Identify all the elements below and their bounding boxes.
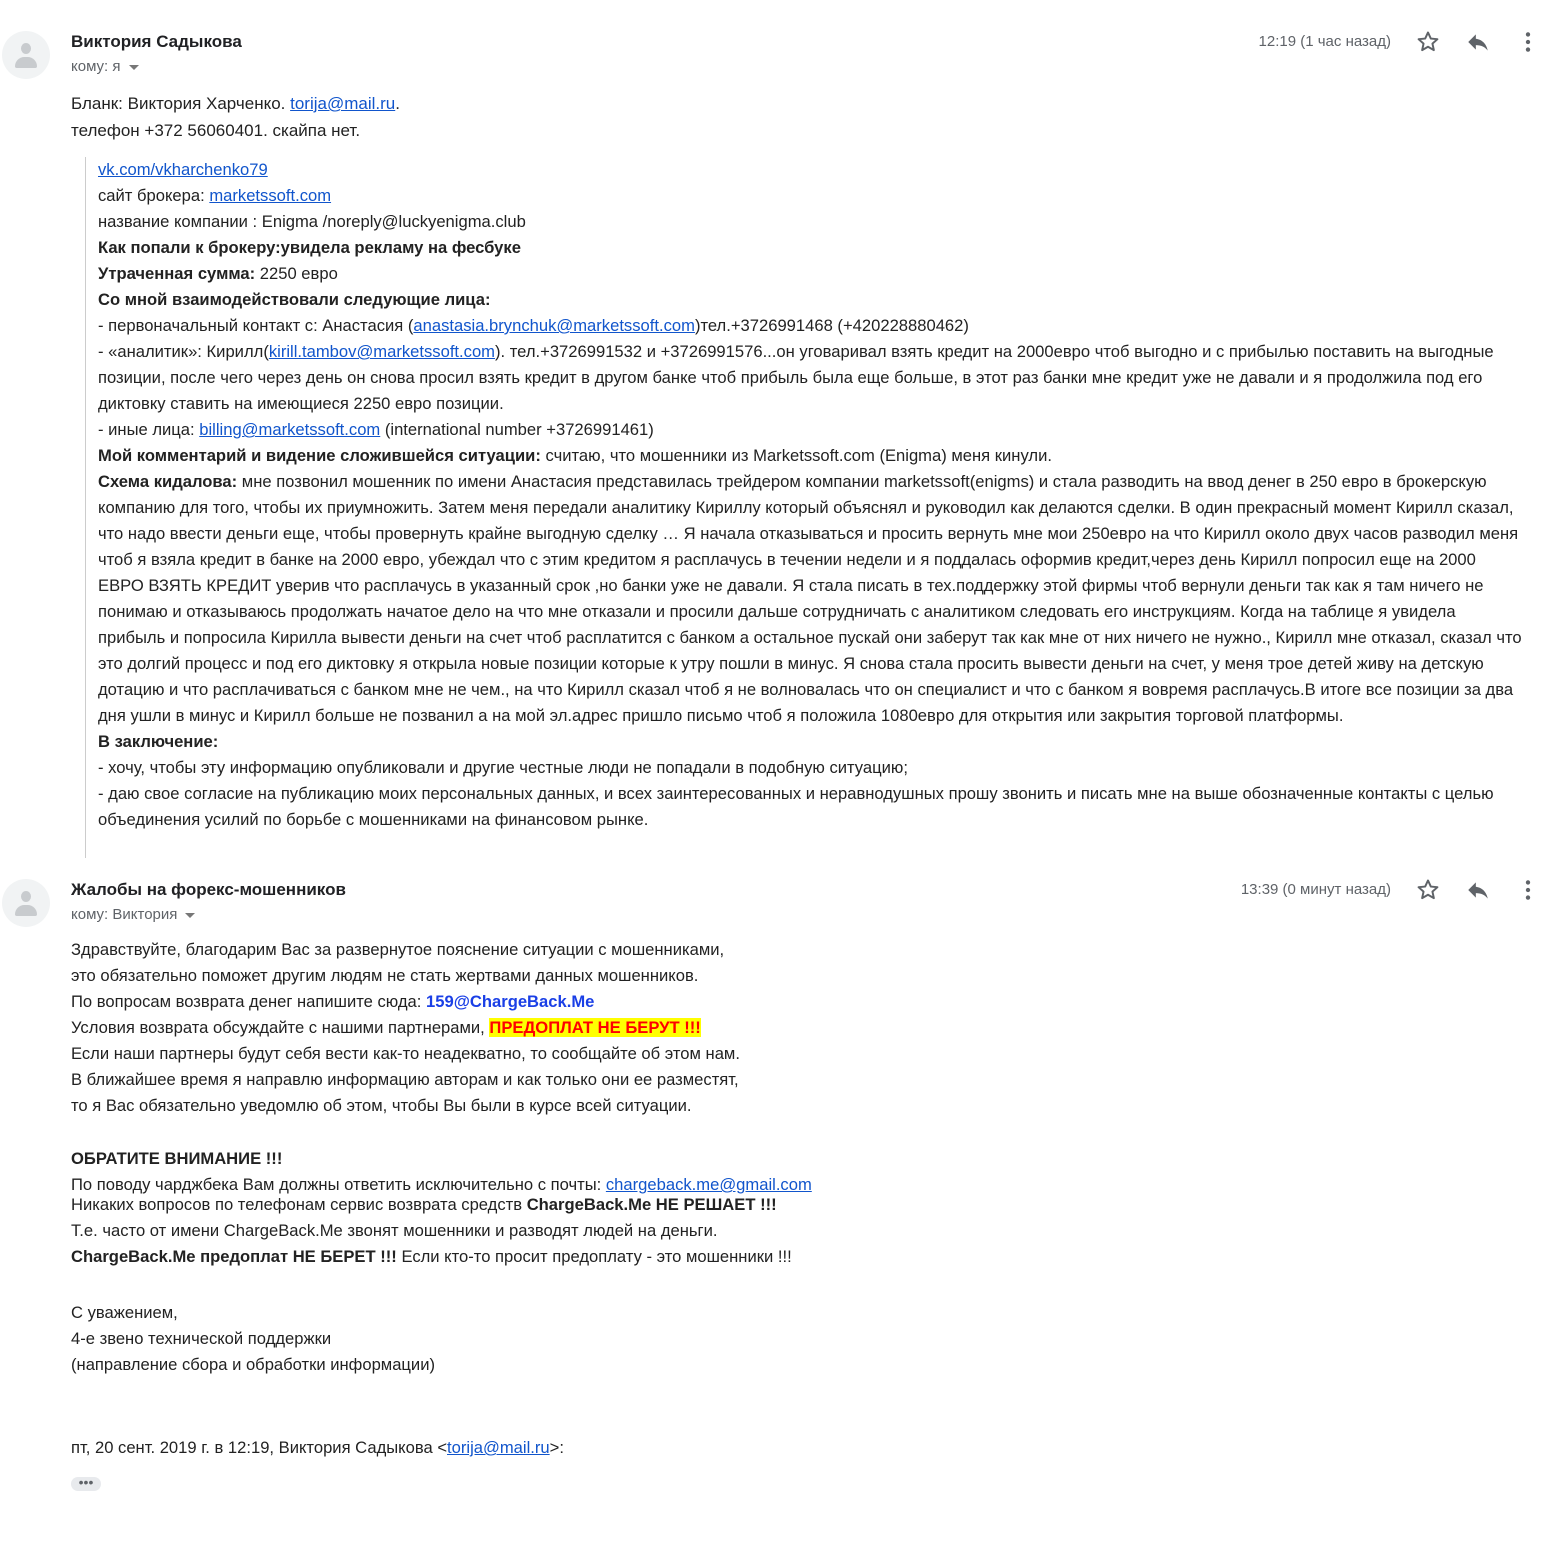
broker-site-label: сайт брокера: [98, 186, 210, 205]
chargeback-email[interactable]: 159@ChargeBack.Me [426, 992, 595, 1011]
email-link[interactable]: kirill.tambov@marketssoft.com [268, 342, 495, 361]
conclusion-item: - даю свое согласие на публикацию моих персональных данных, и всех заинтересованных и неравнодушных прошу звонить и писать мне на выше обозначенные контакты с целью объединения усилий по борьбе с мошенниками на финансовом рынке. [98, 784, 1494, 829]
person-text: (international number +3726991461) [380, 420, 654, 439]
recipient-details[interactable] [71, 58, 139, 75]
body-line: Здравствуйте, благодарим Вас за развернутое пояснение ситуации с мошенниками, [71, 940, 725, 959]
recipient-details[interactable] [71, 906, 195, 923]
signature-line: (направление сбора и обработки информации) [71, 1355, 436, 1374]
body-text: . [395, 94, 400, 113]
sender-name[interactable]: Виктория Садыкова [71, 32, 242, 51]
email-link[interactable]: torija@mail.ru [290, 94, 396, 113]
body-line: Если наши партнеры будут себя вести как-то неадекватно, то сообщайте об этом нам. [71, 1044, 740, 1063]
body-text: пт, 20 сент. 2019 г. в 12:19, Виктория Садыкова < [71, 1438, 448, 1457]
sender-name[interactable]: Жалобы на форекс-мошенников [71, 880, 346, 899]
person-text: - «аналитик»: Кирилл( [98, 342, 269, 361]
email-link[interactable]: torija@mail.ru [447, 1438, 550, 1457]
company-line: название компании : Enigma /noreply@luckyenigma.club [98, 212, 526, 231]
star-icon[interactable] [1415, 29, 1441, 55]
more-vert-icon[interactable] [1515, 29, 1541, 55]
no-prepayment-highlight: ПРЕДОПЛАТ НЕ БЕРУТ !!! [489, 1018, 701, 1037]
show-trimmed-content-button[interactable]: ••• [71, 1477, 101, 1491]
avatar-icon[interactable] [2, 879, 50, 927]
lost-value: 2250 евро [255, 264, 338, 283]
body-text: Если кто-то просит предоплату - это мошенники !!! [396, 1247, 792, 1266]
signature-line: 4-е звено технической поддержки [71, 1329, 332, 1348]
body-text: Бланк: Виктория Харченко. [71, 94, 291, 113]
email-link[interactable]: anastasia.brynchuk@marketssoft.com [413, 316, 695, 335]
body-line: В ближайшее время я направлю информацию авторам и как только они ее разместят, [71, 1070, 739, 1089]
person-text: - иные лица: [98, 420, 200, 439]
body-line: это обязательно поможет другим людям не стать жертвами данных мошенников. [71, 966, 699, 985]
body-text: >: [549, 1438, 564, 1457]
recipient-label: кому: я [71, 58, 121, 75]
body-line: то я Вас обязательно уведомлю об этом, чтобы Вы были в курсе всей ситуации. [71, 1096, 692, 1115]
attention-heading: ОБРАТИТЕ ВНИМАНИЕ !!! [71, 1149, 283, 1168]
body-line: Т.е. часто от имени ChargeBack.Me звонят мошенники и разводят людей на деньги. [71, 1221, 718, 1240]
reply-icon[interactable] [1465, 877, 1491, 903]
person-text: - первоначальный контакт с: Анастасия ( [98, 316, 414, 335]
signature [71, 1300, 435, 1378]
chevron-down-icon[interactable] [129, 65, 139, 70]
email-link[interactable]: chargeback.me@gmail.com [605, 1175, 812, 1194]
body-text: По вопросам возврата денег напишите сюда: [71, 992, 427, 1011]
person-text: )тел.+3726991468 (+420228880462) [694, 316, 969, 335]
persons-heading: Со мной взаимодействовали следующие лица: [98, 290, 491, 309]
email-link[interactable]: billing@marketssoft.com [199, 420, 381, 439]
vk-link[interactable]: vk.com/vkharchenko79 [98, 160, 268, 179]
signature-line: С уважением, [71, 1303, 178, 1322]
body-text: Никаких вопросов по телефонам сервис возврата средств [71, 1195, 527, 1214]
lost-label: Утраченная сумма: [98, 264, 256, 283]
recipient-label: кому: Виктория [71, 906, 178, 923]
person-text: ). тел.+3726991532 и +3726991576...он уговаривал взять кредит на 2000евро чтоб выгодно и с прибылью поставить на выгодные позиции, после чего через день он снова просил взять кредит в другом банке чтоб прибыль была еще больше, в этот раз банки мне кредит уже не давали и я продолжила под его диктовку ставить на имеющиеся 2250 евро позиции. [98, 342, 1494, 413]
conclusion-heading: В заключение: [98, 732, 219, 751]
scheme-text: мне позвонил мошенник по имени Анастасия представилась трейдером компании marketssoft(enigms) и стала разводить на ввод денег в 250 евро в брокерскую компанию для того, чтобы их приумножить. Затем меня передали аналитику Кириллу который объяснял и руководил как делаются сделки. В один прекрасный момент Кирилл сказал, что надо ввести деньги еще, чтобы провернуть крайне выгодную сделку … Я начала отказываться и просить вернуть мне мои 250евро на что Кирилл около двух часов разводил меня чтоб я взяла кредит в банке на 2000 евро, убеждал что с этим кредитом я расплачусь в течении недели и я поддалась оформив кредит,через день Кирилл попросил еще на 2000 ЕВРО ВЗЯТЬ КРЕДИТ уверив что расплачусь в указанный срок ,но банки уже не давали. Я стала писать в тех.поддержку этой фирмы чтоб вернули деньги так как я там ничего не понимаю и отказываюсь продолжать начатое дело на что мне отказали и просили дальше сотрудничать с аналитиком следовать его инструкциям. Когда на таблице я увидела прибыль и попросила Кирилла вывести деньги на счет чтоб расплатится с банком а остальное пускай они заберут так как мне от них ничего не нужно., Кирилл мне отказал, сказал что это долгий процесс и под его диктовку я открыла новые позиции которые к утру пошли в минус. Я снова стала просить вывести деньги на счет, у меня трое детей живу на детскую дотацию и что расплачиваться с банком мне не чем., на что Кирилл сказал чтоб я не волновалась что он специалист и что с банком я вовремя расплачусь.В итоге все позиции за два дня ушли в минус и Кирилл больше не позванил а на мой эл.адрес пришло письмо чтоб я положила 1080евро для открытия или закрытия торговой платформы. [98, 472, 1522, 725]
bold-text: ChargeBack.Me предоплат НЕ БЕРЕТ !!! [71, 1247, 397, 1266]
body-line [71, 90, 1531, 117]
broker-site-link[interactable]: marketssoft.com [209, 186, 332, 205]
message-time: 13:39 (0 минут назад) [1240, 881, 1391, 898]
scheme-label: Схема кидалова: [98, 472, 238, 491]
message-body [71, 90, 1531, 144]
message-time: 12:19 (1 час назад) [1258, 33, 1391, 50]
comment-label: Мой комментарий и видение сложившейся ситуации: [98, 446, 541, 465]
previous-message-header [71, 1435, 564, 1461]
avatar-icon[interactable] [2, 31, 50, 79]
body-text: По поводу чарджбека Вам должны ответить исключительно с почты: [71, 1175, 606, 1194]
chevron-down-icon[interactable] [185, 913, 195, 918]
bold-text: ChargeBack.Me НЕ РЕШАЕТ !!! [526, 1195, 777, 1214]
how-found-line: Как попали к брокеру:увидела рекламу на фесбуке [98, 238, 521, 257]
comment-text: считаю, что мошенники из Marketssoft.com (Enigma) меня кинули. [540, 446, 1052, 465]
reply-icon[interactable] [1465, 29, 1491, 55]
reply-body [71, 937, 1251, 1270]
star-icon[interactable] [1415, 877, 1441, 903]
body-line: телефон +372 56060401. скайпа нет. [71, 121, 361, 140]
quoted-text [98, 157, 1526, 833]
more-vert-icon[interactable] [1515, 877, 1541, 903]
conclusion-item: - хочу, чтобы эту информацию опубликовали и другие честные люди не попадали в подобную ситуацию; [98, 758, 908, 777]
body-text: Условия возврата обсуждайте с нашими партнерами, [71, 1018, 490, 1037]
